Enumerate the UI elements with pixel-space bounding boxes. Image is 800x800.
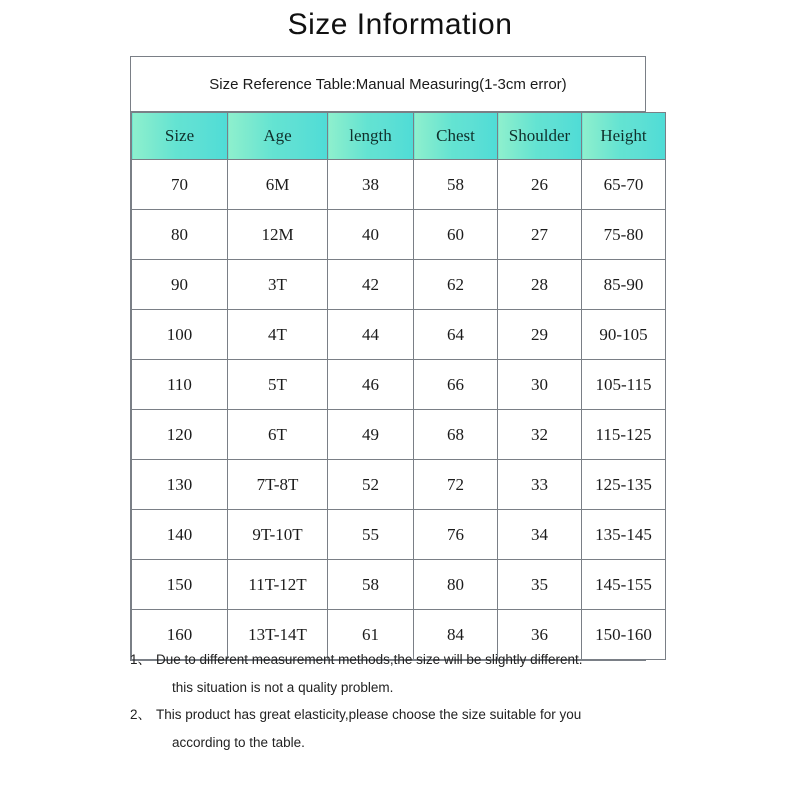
table-row <box>132 560 666 610</box>
table-row <box>132 260 666 310</box>
cell-shoulder: 34 <box>498 510 582 560</box>
cell-height: 135-145 <box>582 510 666 560</box>
page-title: Size Information <box>287 8 513 41</box>
cell-size: 130 <box>132 460 228 510</box>
cell-shoulder: 28 <box>498 260 582 310</box>
size-table-container <box>130 56 652 661</box>
note-text: this situation is not a quality problem. <box>172 679 394 695</box>
cell-height: 65-70 <box>582 160 666 210</box>
note-text: This product has great elasticity,please choose the size suitable for you <box>156 707 582 722</box>
cell-length: 61 <box>328 610 414 660</box>
table-row <box>132 460 666 510</box>
cell-height: 115-125 <box>582 410 666 460</box>
column-header-age: Age <box>228 113 328 160</box>
cell-shoulder: 27 <box>498 210 582 260</box>
cell-chest: 84 <box>414 610 498 660</box>
cell-age: 13T-14T <box>228 610 328 660</box>
cell-height: 75-80 <box>582 210 666 260</box>
cell-length: 46 <box>328 360 414 410</box>
cell-shoulder: 35 <box>498 560 582 610</box>
cell-height: 145-155 <box>582 560 666 610</box>
cell-size: 90 <box>132 260 228 310</box>
cell-length: 49 <box>328 410 414 460</box>
note-text: according to the table. <box>172 734 305 750</box>
cell-chest: 58 <box>414 160 498 210</box>
cell-age: 9T-10T <box>228 510 328 560</box>
cell-chest: 72 <box>414 460 498 510</box>
cell-chest: 64 <box>414 310 498 360</box>
note-line <box>130 653 646 667</box>
cell-size: 70 <box>132 160 228 210</box>
cell-height: 85-90 <box>582 260 666 310</box>
cell-size: 150 <box>132 560 228 610</box>
table-header <box>132 113 666 160</box>
cell-height: 125-135 <box>582 460 666 510</box>
column-header-size: Size <box>132 113 228 160</box>
cell-chest: 76 <box>414 510 498 560</box>
note-number: 1、 <box>130 652 152 667</box>
cell-length: 44 <box>328 310 414 360</box>
table-caption-row <box>131 57 645 112</box>
cell-chest: 80 <box>414 560 498 610</box>
cell-age: 6M <box>228 160 328 210</box>
cell-length: 55 <box>328 510 414 560</box>
cell-chest: 62 <box>414 260 498 310</box>
cell-height: 105-115 <box>582 360 666 410</box>
cell-size: 110 <box>132 360 228 410</box>
column-header-shoulder: Shoulder <box>498 113 582 160</box>
note-line <box>130 681 646 695</box>
note-line <box>130 736 646 750</box>
column-header-length: length <box>328 113 414 160</box>
table-row <box>132 510 666 560</box>
note-text: Due to different measurement methods,the size will be slightly different. <box>156 652 583 667</box>
cell-height: 150-160 <box>582 610 666 660</box>
table-row <box>132 310 666 360</box>
table-row <box>132 410 666 460</box>
cell-age: 4T <box>228 310 328 360</box>
cell-length: 42 <box>328 260 414 310</box>
cell-size: 160 <box>132 610 228 660</box>
cell-shoulder: 30 <box>498 360 582 410</box>
cell-height: 90-105 <box>582 310 666 360</box>
cell-age: 3T <box>228 260 328 310</box>
bottom-spacer <box>0 785 800 800</box>
cell-age: 6T <box>228 410 328 460</box>
cell-shoulder: 26 <box>498 160 582 210</box>
cell-shoulder: 33 <box>498 460 582 510</box>
cell-shoulder: 32 <box>498 410 582 460</box>
table-row <box>132 210 666 260</box>
cell-size: 80 <box>132 210 228 260</box>
cell-size: 100 <box>132 310 228 360</box>
note-number: 2、 <box>130 707 152 722</box>
notes-section <box>130 653 646 763</box>
cell-chest: 60 <box>414 210 498 260</box>
cell-chest: 66 <box>414 360 498 410</box>
cell-shoulder: 29 <box>498 310 582 360</box>
table-body <box>132 160 666 660</box>
cell-age: 5T <box>228 360 328 410</box>
column-header-chest: Chest <box>414 113 498 160</box>
cell-size: 140 <box>132 510 228 560</box>
cell-length: 40 <box>328 210 414 260</box>
cell-chest: 68 <box>414 410 498 460</box>
note-line <box>130 708 646 722</box>
cell-age: 7T-8T <box>228 460 328 510</box>
cell-length: 58 <box>328 560 414 610</box>
table-caption: Size Reference Table:Manual Measuring(1-3cm error) <box>209 75 567 93</box>
column-header-height: Height <box>582 113 666 160</box>
cell-shoulder: 36 <box>498 610 582 660</box>
size-reference-table <box>131 112 666 660</box>
cell-age: 12M <box>228 210 328 260</box>
table-header-row <box>132 113 666 160</box>
table-row <box>132 360 666 410</box>
table-row <box>132 160 666 210</box>
cell-size: 120 <box>132 410 228 460</box>
cell-age: 11T-12T <box>228 560 328 610</box>
cell-length: 38 <box>328 160 414 210</box>
cell-length: 52 <box>328 460 414 510</box>
